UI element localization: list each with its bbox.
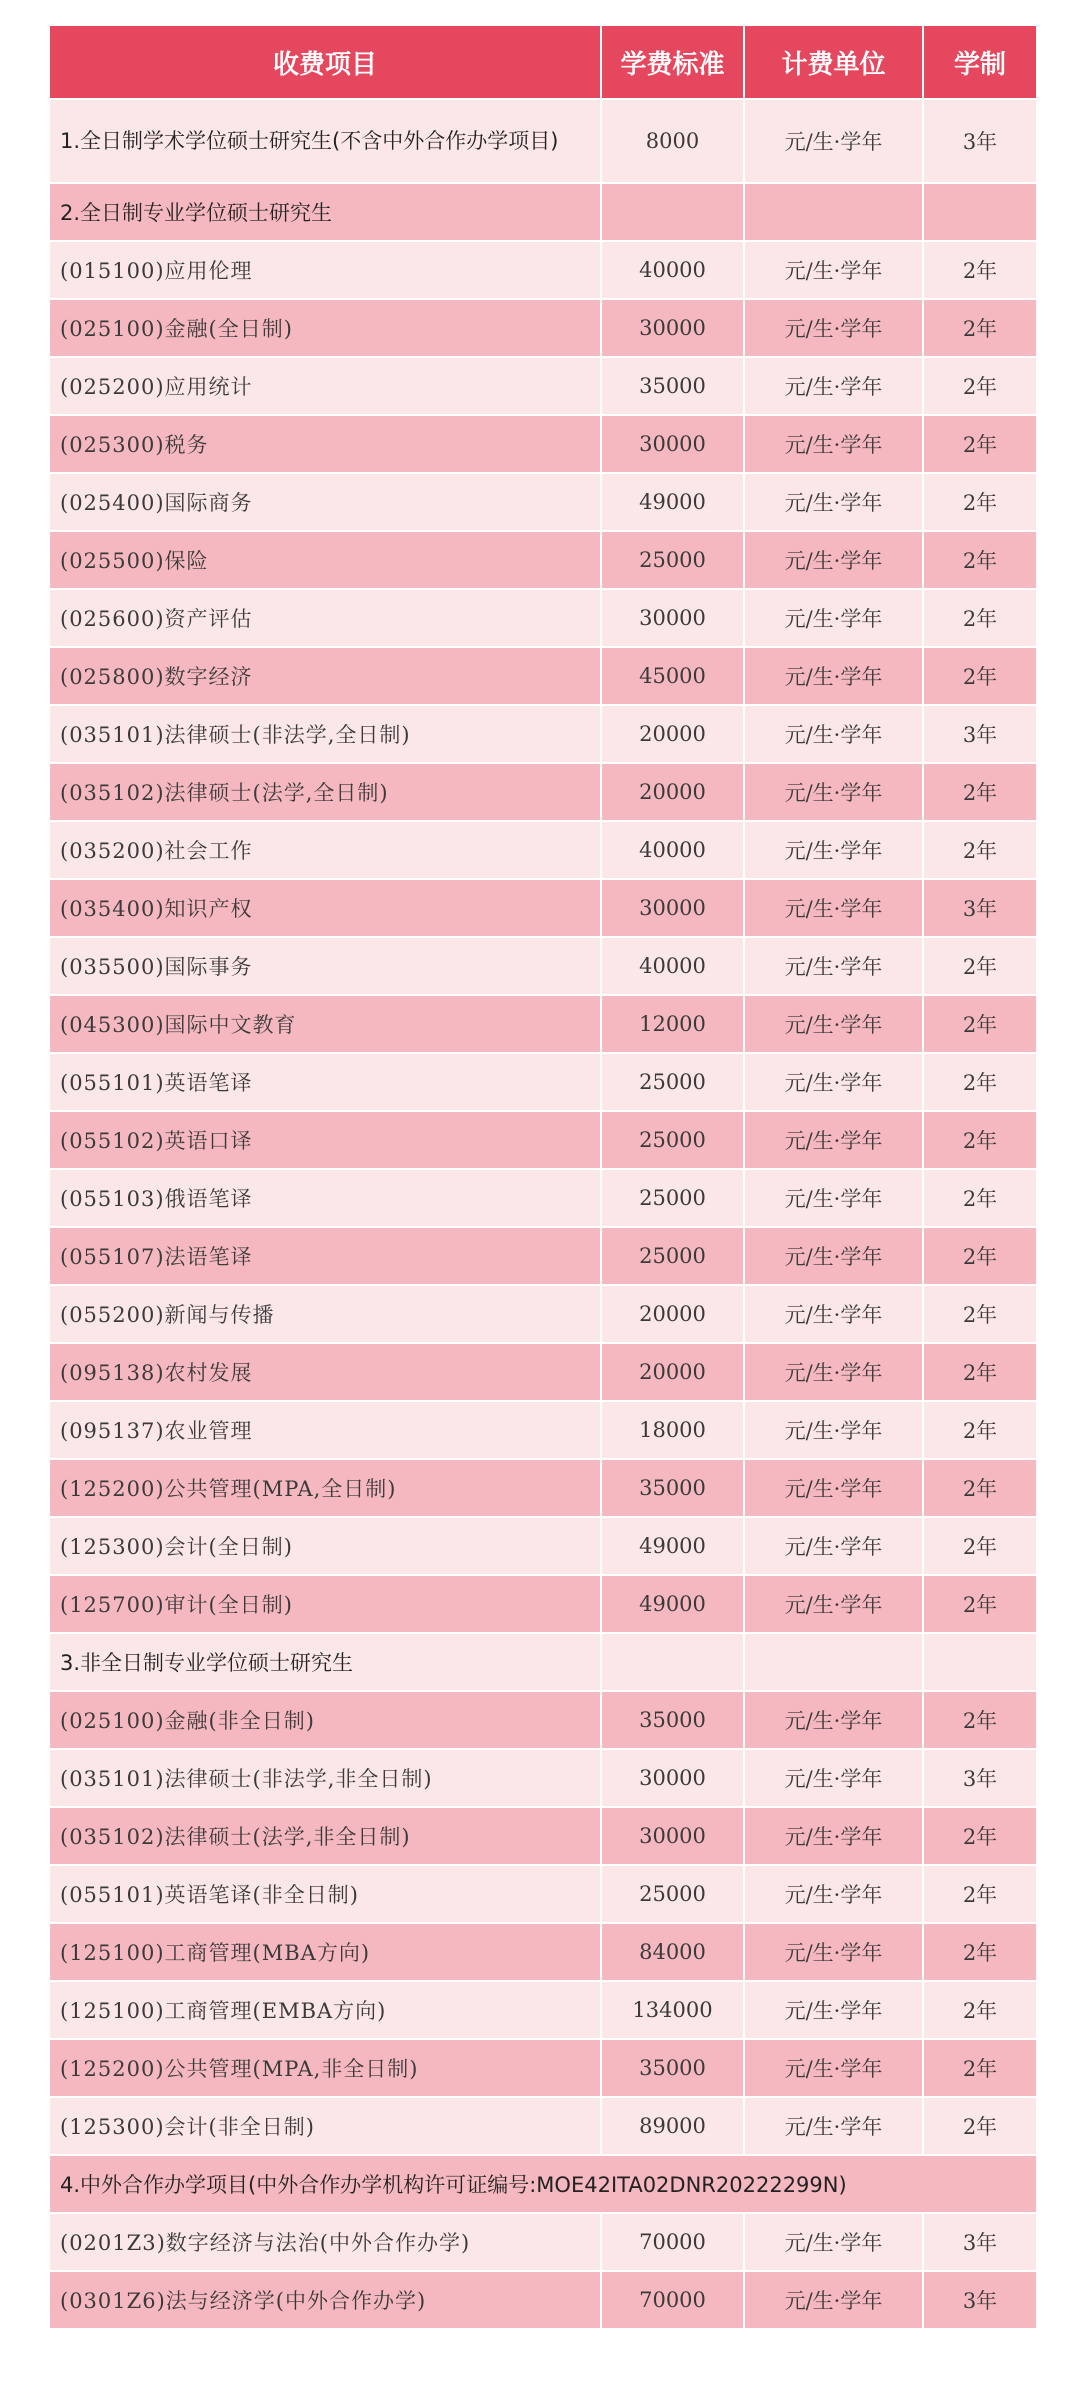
section-row	[50, 1633, 1036, 1691]
fee-item-cell: (025500)保险	[50, 531, 601, 589]
program-length-cell: 2年	[923, 995, 1036, 1053]
program-length-cell: 2年	[923, 2039, 1036, 2097]
billing-unit-cell	[744, 183, 923, 241]
table-header-row	[50, 26, 1036, 99]
table-row	[50, 705, 1036, 763]
billing-unit-cell: 元/生·学年	[744, 1691, 923, 1749]
fee-item-cell: (125300)会计(全日制)	[50, 1517, 601, 1575]
billing-unit-cell: 元/生·学年	[744, 99, 923, 183]
program-length-cell: 2年	[923, 1865, 1036, 1923]
billing-unit-cell: 元/生·学年	[744, 1865, 923, 1923]
section-banner-cell: 4.中外合作办学项目(中外合作办学机构许可证编号:MOE42ITA02DNR20222299N)	[50, 2155, 1036, 2213]
fee-item-cell: (015100)应用伦理	[50, 241, 601, 299]
billing-unit-cell: 元/生·学年	[744, 357, 923, 415]
fee-standard-cell: 30000	[601, 415, 744, 473]
fee-item-cell: (095137)农业管理	[50, 1401, 601, 1459]
billing-unit-cell: 元/生·学年	[744, 1053, 923, 1111]
billing-unit-cell	[744, 1633, 923, 1691]
fee-standard-cell: 35000	[601, 1459, 744, 1517]
program-length-cell: 3年	[923, 1749, 1036, 1807]
billing-unit-cell: 元/生·学年	[744, 2271, 923, 2329]
table-row	[50, 995, 1036, 1053]
fee-item-cell: (125300)会计(非全日制)	[50, 2097, 601, 2155]
billing-unit-cell: 元/生·学年	[744, 1285, 923, 1343]
fee-item-cell: (125200)公共管理(MPA,非全日制)	[50, 2039, 601, 2097]
fee-standard-cell: 25000	[601, 1111, 744, 1169]
program-length-cell: 2年	[923, 1227, 1036, 1285]
fee-item-cell: 3.非全日制专业学位硕士研究生	[50, 1633, 601, 1691]
program-length-cell: 2年	[923, 1285, 1036, 1343]
billing-unit-cell: 元/生·学年	[744, 821, 923, 879]
table-row	[50, 415, 1036, 473]
program-length-cell: 2年	[923, 1401, 1036, 1459]
fee-standard-cell: 18000	[601, 1401, 744, 1459]
billing-unit-cell: 元/生·学年	[744, 1459, 923, 1517]
program-length-cell: 3年	[923, 2271, 1036, 2329]
table-row	[50, 1865, 1036, 1923]
table-row	[50, 821, 1036, 879]
program-length-cell: 2年	[923, 1807, 1036, 1865]
table-row	[50, 1749, 1036, 1807]
fee-standard-cell	[601, 1633, 744, 1691]
billing-unit-cell: 元/生·学年	[744, 1227, 923, 1285]
header-fee-item: 收费项目	[50, 26, 601, 99]
table-row	[50, 1111, 1036, 1169]
header-program-length: 学制	[923, 26, 1036, 99]
fee-standard-cell: 25000	[601, 1169, 744, 1227]
table-row	[50, 1517, 1036, 1575]
fee-standard-cell: 35000	[601, 2039, 744, 2097]
fee-standard-cell: 12000	[601, 995, 744, 1053]
fee-item-cell: (025800)数字经济	[50, 647, 601, 705]
program-length-cell: 3年	[923, 99, 1036, 183]
billing-unit-cell: 元/生·学年	[744, 995, 923, 1053]
fee-standard-cell: 30000	[601, 299, 744, 357]
fee-standard-cell: 25000	[601, 1865, 744, 1923]
billing-unit-cell: 元/生·学年	[744, 1401, 923, 1459]
billing-unit-cell: 元/生·学年	[744, 937, 923, 995]
program-length-cell: 3年	[923, 705, 1036, 763]
billing-unit-cell: 元/生·学年	[744, 2213, 923, 2271]
billing-unit-cell: 元/生·学年	[744, 2039, 923, 2097]
fee-item-cell: 1.全日制学术学位硕士研究生(不含中外合作办学项目)	[50, 99, 601, 183]
fee-standard-cell: 8000	[601, 99, 744, 183]
table-row	[50, 1575, 1036, 1633]
fee-item-cell: (025400)国际商务	[50, 473, 601, 531]
fee-standard-cell: 70000	[601, 2213, 744, 2271]
fee-item-cell: (055101)英语笔译	[50, 1053, 601, 1111]
billing-unit-cell: 元/生·学年	[744, 2097, 923, 2155]
billing-unit-cell: 元/生·学年	[744, 1923, 923, 1981]
table-row	[50, 647, 1036, 705]
header-fee-standard: 学费标准	[601, 26, 744, 99]
program-length-cell	[923, 183, 1036, 241]
table-row	[50, 2039, 1036, 2097]
fee-item-cell: (125200)公共管理(MPA,全日制)	[50, 1459, 601, 1517]
billing-unit-cell: 元/生·学年	[744, 1807, 923, 1865]
fee-item-cell: (055107)法语笔译	[50, 1227, 601, 1285]
table-row	[50, 2271, 1036, 2329]
billing-unit-cell: 元/生·学年	[744, 589, 923, 647]
fee-standard-cell: 70000	[601, 2271, 744, 2329]
fee-item-cell: (0201Z3)数字经济与法治(中外合作办学)	[50, 2213, 601, 2271]
fee-item-cell: (025300)税务	[50, 415, 601, 473]
fee-standard-cell: 30000	[601, 1749, 744, 1807]
fee-item-cell: (125700)审计(全日制)	[50, 1575, 601, 1633]
fee-item-cell: (055103)俄语笔译	[50, 1169, 601, 1227]
fee-item-cell: (055200)新闻与传播	[50, 1285, 601, 1343]
program-length-cell: 2年	[923, 1111, 1036, 1169]
billing-unit-cell: 元/生·学年	[744, 531, 923, 589]
table-row	[50, 1343, 1036, 1401]
fee-standard-cell: 84000	[601, 1923, 744, 1981]
billing-unit-cell: 元/生·学年	[744, 763, 923, 821]
program-length-cell	[923, 1633, 1036, 1691]
fee-item-cell: (035400)知识产权	[50, 879, 601, 937]
fee-standard-cell: 49000	[601, 1575, 744, 1633]
table-row	[50, 763, 1036, 821]
program-length-cell: 3年	[923, 879, 1036, 937]
program-length-cell: 2年	[923, 299, 1036, 357]
program-length-cell: 2年	[923, 241, 1036, 299]
program-length-cell: 2年	[923, 357, 1036, 415]
table-row	[50, 1285, 1036, 1343]
table-row	[50, 1923, 1036, 1981]
fee-item-cell: (035102)法律硕士(法学,全日制)	[50, 763, 601, 821]
billing-unit-cell: 元/生·学年	[744, 1981, 923, 2039]
table-body	[50, 99, 1036, 2329]
program-length-cell: 2年	[923, 415, 1036, 473]
billing-unit-cell: 元/生·学年	[744, 1517, 923, 1575]
program-length-cell: 2年	[923, 647, 1036, 705]
fee-item-cell: (055101)英语笔译(非全日制)	[50, 1865, 601, 1923]
header-billing-unit: 计费单位	[744, 26, 923, 99]
table-row	[50, 589, 1036, 647]
fee-standard-cell: 30000	[601, 1807, 744, 1865]
fee-standard-cell: 20000	[601, 705, 744, 763]
table-row	[50, 1691, 1036, 1749]
fee-item-cell: (025200)应用统计	[50, 357, 601, 415]
fee-item-cell: (025100)金融(非全日制)	[50, 1691, 601, 1749]
fee-item-cell: (125100)工商管理(EMBA方向)	[50, 1981, 601, 2039]
table-row	[50, 241, 1036, 299]
table-row	[50, 299, 1036, 357]
fee-item-cell: (035101)法律硕士(非法学,全日制)	[50, 705, 601, 763]
program-length-cell: 2年	[923, 2097, 1036, 2155]
tuition-fee-table	[50, 26, 1036, 2330]
fee-standard-cell: 25000	[601, 531, 744, 589]
billing-unit-cell: 元/生·学年	[744, 1575, 923, 1633]
table-row	[50, 1981, 1036, 2039]
section-row	[50, 2155, 1036, 2213]
fee-standard-cell: 25000	[601, 1053, 744, 1111]
table-row	[50, 473, 1036, 531]
billing-unit-cell: 元/生·学年	[744, 299, 923, 357]
section-row	[50, 99, 1036, 183]
fee-item-cell: 2.全日制专业学位硕士研究生	[50, 183, 601, 241]
program-length-cell: 2年	[923, 1459, 1036, 1517]
table-row	[50, 2213, 1036, 2271]
program-length-cell: 2年	[923, 473, 1036, 531]
program-length-cell: 2年	[923, 1691, 1036, 1749]
fee-item-cell: (025100)金融(全日制)	[50, 299, 601, 357]
table-row	[50, 1401, 1036, 1459]
fee-item-cell: (035200)社会工作	[50, 821, 601, 879]
program-length-cell: 2年	[923, 1343, 1036, 1401]
section-row	[50, 183, 1036, 241]
fee-standard-cell: 40000	[601, 821, 744, 879]
fee-item-cell: (025600)资产评估	[50, 589, 601, 647]
fee-standard-cell: 20000	[601, 1285, 744, 1343]
fee-item-cell: (035500)国际事务	[50, 937, 601, 995]
table-row	[50, 1053, 1036, 1111]
program-length-cell: 2年	[923, 821, 1036, 879]
table-row	[50, 1807, 1036, 1865]
fee-standard-cell: 40000	[601, 241, 744, 299]
billing-unit-cell: 元/生·学年	[744, 879, 923, 937]
table-row	[50, 1459, 1036, 1517]
fee-standard-cell: 45000	[601, 647, 744, 705]
program-length-cell: 2年	[923, 1517, 1036, 1575]
fee-standard-cell: 49000	[601, 1517, 744, 1575]
fee-standard-cell: 25000	[601, 1227, 744, 1285]
table-row	[50, 937, 1036, 995]
table-row	[50, 531, 1036, 589]
table-row	[50, 879, 1036, 937]
program-length-cell: 2年	[923, 1981, 1036, 2039]
billing-unit-cell: 元/生·学年	[744, 1749, 923, 1807]
table-row	[50, 1169, 1036, 1227]
fee-item-cell: (055102)英语口译	[50, 1111, 601, 1169]
table-row	[50, 357, 1036, 415]
program-length-cell: 2年	[923, 1923, 1036, 1981]
program-length-cell: 2年	[923, 1053, 1036, 1111]
table-row	[50, 2097, 1036, 2155]
fee-item-cell: (0301Z6)法与经济学(中外合作办学)	[50, 2271, 601, 2329]
program-length-cell: 2年	[923, 589, 1036, 647]
fee-standard-cell: 40000	[601, 937, 744, 995]
fee-standard-cell: 20000	[601, 763, 744, 821]
billing-unit-cell: 元/生·学年	[744, 1111, 923, 1169]
fee-item-cell: (045300)国际中文教育	[50, 995, 601, 1053]
fee-item-cell: (035101)法律硕士(非法学,非全日制)	[50, 1749, 601, 1807]
program-length-cell: 2年	[923, 531, 1036, 589]
billing-unit-cell: 元/生·学年	[744, 705, 923, 763]
program-length-cell: 2年	[923, 1575, 1036, 1633]
fee-item-cell: (125100)工商管理(MBA方向)	[50, 1923, 601, 1981]
fee-item-cell: (095138)农村发展	[50, 1343, 601, 1401]
fee-standard-cell: 20000	[601, 1343, 744, 1401]
fee-standard-cell: 134000	[601, 1981, 744, 2039]
fee-table-container	[50, 26, 1036, 2330]
program-length-cell: 2年	[923, 1169, 1036, 1227]
fee-standard-cell	[601, 183, 744, 241]
billing-unit-cell: 元/生·学年	[744, 241, 923, 299]
fee-standard-cell: 30000	[601, 879, 744, 937]
fee-standard-cell: 35000	[601, 357, 744, 415]
billing-unit-cell: 元/生·学年	[744, 1343, 923, 1401]
program-length-cell: 3年	[923, 2213, 1036, 2271]
table-row	[50, 1227, 1036, 1285]
program-length-cell: 2年	[923, 937, 1036, 995]
billing-unit-cell: 元/生·学年	[744, 473, 923, 531]
fee-standard-cell: 89000	[601, 2097, 744, 2155]
billing-unit-cell: 元/生·学年	[744, 415, 923, 473]
fee-item-cell: (035102)法律硕士(法学,非全日制)	[50, 1807, 601, 1865]
fee-standard-cell: 35000	[601, 1691, 744, 1749]
fee-standard-cell: 30000	[601, 589, 744, 647]
program-length-cell: 2年	[923, 763, 1036, 821]
billing-unit-cell: 元/生·学年	[744, 1169, 923, 1227]
billing-unit-cell: 元/生·学年	[744, 647, 923, 705]
fee-standard-cell: 49000	[601, 473, 744, 531]
